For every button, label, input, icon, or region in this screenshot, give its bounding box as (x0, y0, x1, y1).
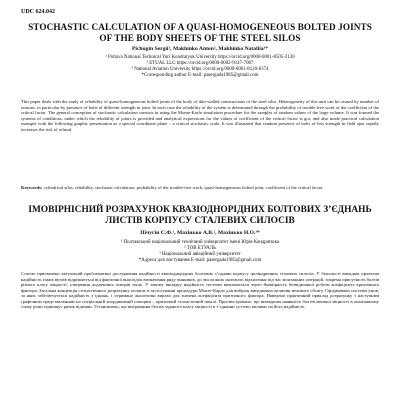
abstract: This paper deals with the study of reliability of quasi-homogeneous bolted joints of the body of thin-walled constructions of the steel silos. Heterogeneity of this unit can be caused by number of reasons, in particular by presence of bolts of different strength in joint. In such case the reliability of the system is determined through the probability of trouble-free work of the coefficient of the critical factor. The general conception of stochastic calculation consists in using the Monte-Karlo simulation procedure for the samples of random values of the large volume. It was formed the systems of conditions, under which the reliability of joints is provided and analytical expressions for the values of coefficient of the critical factor is got, and also made practical calculation example with the following graphic presentation as a special coordinate plane – a critical stochastic scale. It was illustrated that random presence of bolts of less strength in field spot rapidly increases the risk of refusal. (21, 99, 379, 132)
affiliations (21, 55, 379, 79)
udc-code: UDC 624.042 (21, 9, 55, 15)
affiliation-ua-2: ² ТОВ ЕТУАЛЬ (184, 246, 216, 251)
paper-title-ua: ІМОВІРНІСНИЙ РОЗРАХУНОК КВАЗІОДНОРІДНИХ БОЛТОВИХ З’ЄДНАНЬ ЛИСТІВ КОРПУСУ СТАЛЕВИХ СИЛОСІВ (28, 205, 372, 226)
keywords-text: cylindrical silos, reliability, stochastic calculation, probability of the trouble-free work, quasi-homogeneous bolted joint, coefficient of the critical factor. (43, 185, 324, 190)
corresponding-author-ua: *Адреса для листування E-mail: pasergada1985@gmail.com (138, 258, 262, 263)
abstract-ua: Статтю присвячено актуальній проблематиці дослідження надійності квазіоднорідних болтових з’єднань корпусу циліндричних сталевих силосів. У більшості випадків проектна надійність таких вузлів відрізняється від фактичної внаслідок визначення ряду чинників, до числа яких належать відхилення під час монтажних операцій, зокрема присутність болтів різного класу міцності, утворення додаткових отворів тощо. У такому випадку надійність системи визначається через ймовірність безвідмовної роботи коефіцієнта критичного фактора. Загальна концепція стохастичного розрахунку полягає в застосуванні процедури Монте-Карло для вибірок випадкових величин великого обсягу. Сформовано системи умов, за яких забезпечується надійність з’єднань, і отримано аналітичні вирази для значень коефіцієнта критичного фактора. Наведено практичний приклад розрахунку з наступним графічним представленням на спеціальній координатній площині – критичній стохастичній шкалі. Проілюстровано, що випадкова наявність болтів меншої міцності в монтажному стику різко підвищує ризик відмови. Установлено, що витрачання болтів заданого класу міцності в з’єднанні суттєво впливає на його надійність. (21, 271, 379, 310)
affiliation-ua-3: ³ Національний авіаційний університет (159, 252, 241, 257)
affiliation-ua-1: ¹ Полтавський національний технічний університет імені Юрія Кондратюка (120, 240, 280, 245)
affiliation-2: ² ETUAL LLC https://orcid.org/0000-0002-9147-7087 (146, 61, 254, 66)
keywords-label: Keywords: (21, 185, 43, 190)
authors-line-ua: Пічугін С.Ф.¹, Махінько А.В.², Махінько Н.О.³* (140, 230, 260, 236)
affiliation-1: ¹ Poltava National Technical Yuri Kondratyuk University https://orcid.org/0000-0001-8505-2130 (105, 55, 295, 60)
paper-title: STOCHASTIC CALCULATION OF A QUASI-HOMOGENEOUS BOLTED JOINTS OF THE BODY SHEETS OF THE STEEL SILOS (28, 22, 372, 43)
corresponding-author: *Corresponding author E-mail: pasergada1985@gmail.com (141, 73, 259, 78)
authors-line: Pichugin Sergii¹, Makhinko Anton², Makhinko Nataliia³* (131, 46, 269, 52)
keywords (21, 185, 379, 191)
affiliations-ua (21, 240, 379, 264)
affiliation-3: ³ National Aviation University https://orcid.org/0000-0001-8120-6374 (131, 67, 269, 72)
